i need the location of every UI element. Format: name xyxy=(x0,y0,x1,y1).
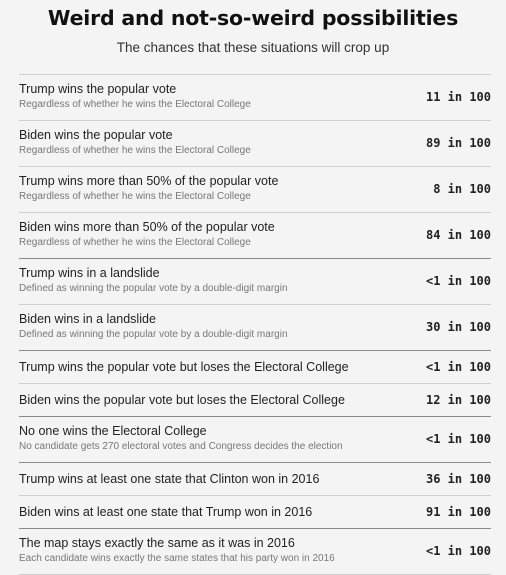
row-label: Biden wins more than 50% of the popular vote xyxy=(19,220,275,234)
row-odds: 11 in 100 xyxy=(425,90,491,104)
row-sublabel: Regardless of whether he wins the Electoral College xyxy=(19,99,251,110)
table-row xyxy=(19,462,491,495)
row-label: Trump wins the popular vote xyxy=(19,82,177,96)
row-sublabel: Regardless of whether he wins the Electoral College xyxy=(19,237,251,248)
table-row xyxy=(19,304,491,350)
table-row xyxy=(19,258,491,304)
row-label: No one wins the Electoral College xyxy=(19,424,207,438)
row-odds: 36 in 100 xyxy=(425,472,491,486)
row-label: Trump wins the popular vote but loses the Electoral College xyxy=(19,360,349,374)
table-row xyxy=(19,120,491,166)
possibilities-table xyxy=(19,74,491,575)
row-label: Biden wins the popular vote xyxy=(19,128,173,142)
row-sublabel: Each candidate wins exactly the same states that his party won in 2016 xyxy=(19,553,335,564)
row-odds: 84 in 100 xyxy=(425,228,491,242)
table-row xyxy=(19,212,491,258)
table-row xyxy=(19,166,491,212)
row-sublabel: No candidate gets 270 electoral votes and Congress decides the election xyxy=(19,441,343,452)
row-odds: 89 in 100 xyxy=(425,136,491,150)
page-title: Weird and not-so-weird possibilities xyxy=(47,6,459,30)
row-sublabel: Regardless of whether he wins the Electoral College xyxy=(19,145,251,156)
table-row xyxy=(19,528,491,574)
row-label: Biden wins in a landslide xyxy=(19,312,156,326)
table-row xyxy=(19,495,491,528)
row-label: Trump wins at least one state that Clinton won in 2016 xyxy=(19,472,320,486)
table-row xyxy=(19,350,491,383)
row-odds: 30 in 100 xyxy=(425,320,491,334)
row-odds: <1 in 100 xyxy=(425,360,491,374)
page-subtitle: The chances that these situations will crop up xyxy=(116,40,390,55)
row-label: Trump wins in a landslide xyxy=(19,266,160,280)
table-row xyxy=(19,74,491,120)
row-odds: <1 in 100 xyxy=(425,432,491,446)
row-sublabel: Defined as winning the popular vote by a double-digit margin xyxy=(19,283,288,294)
table-row xyxy=(19,383,491,416)
row-sublabel: Defined as winning the popular vote by a double-digit margin xyxy=(19,329,288,340)
table-row xyxy=(19,416,491,462)
row-odds: 12 in 100 xyxy=(425,393,491,407)
row-odds: 91 in 100 xyxy=(425,505,491,519)
row-label: Trump wins more than 50% of the popular vote xyxy=(19,174,279,188)
row-label: The map stays exactly the same as it was in 2016 xyxy=(19,536,295,550)
row-odds: 8 in 100 xyxy=(425,182,491,196)
row-label: Biden wins the popular vote but loses the Electoral College xyxy=(19,393,345,407)
row-odds: <1 in 100 xyxy=(425,544,491,558)
row-label: Biden wins at least one state that Trump won in 2016 xyxy=(19,505,313,519)
row-odds: <1 in 100 xyxy=(425,274,491,288)
row-sublabel: Regardless of whether he wins the Electoral College xyxy=(19,191,251,202)
